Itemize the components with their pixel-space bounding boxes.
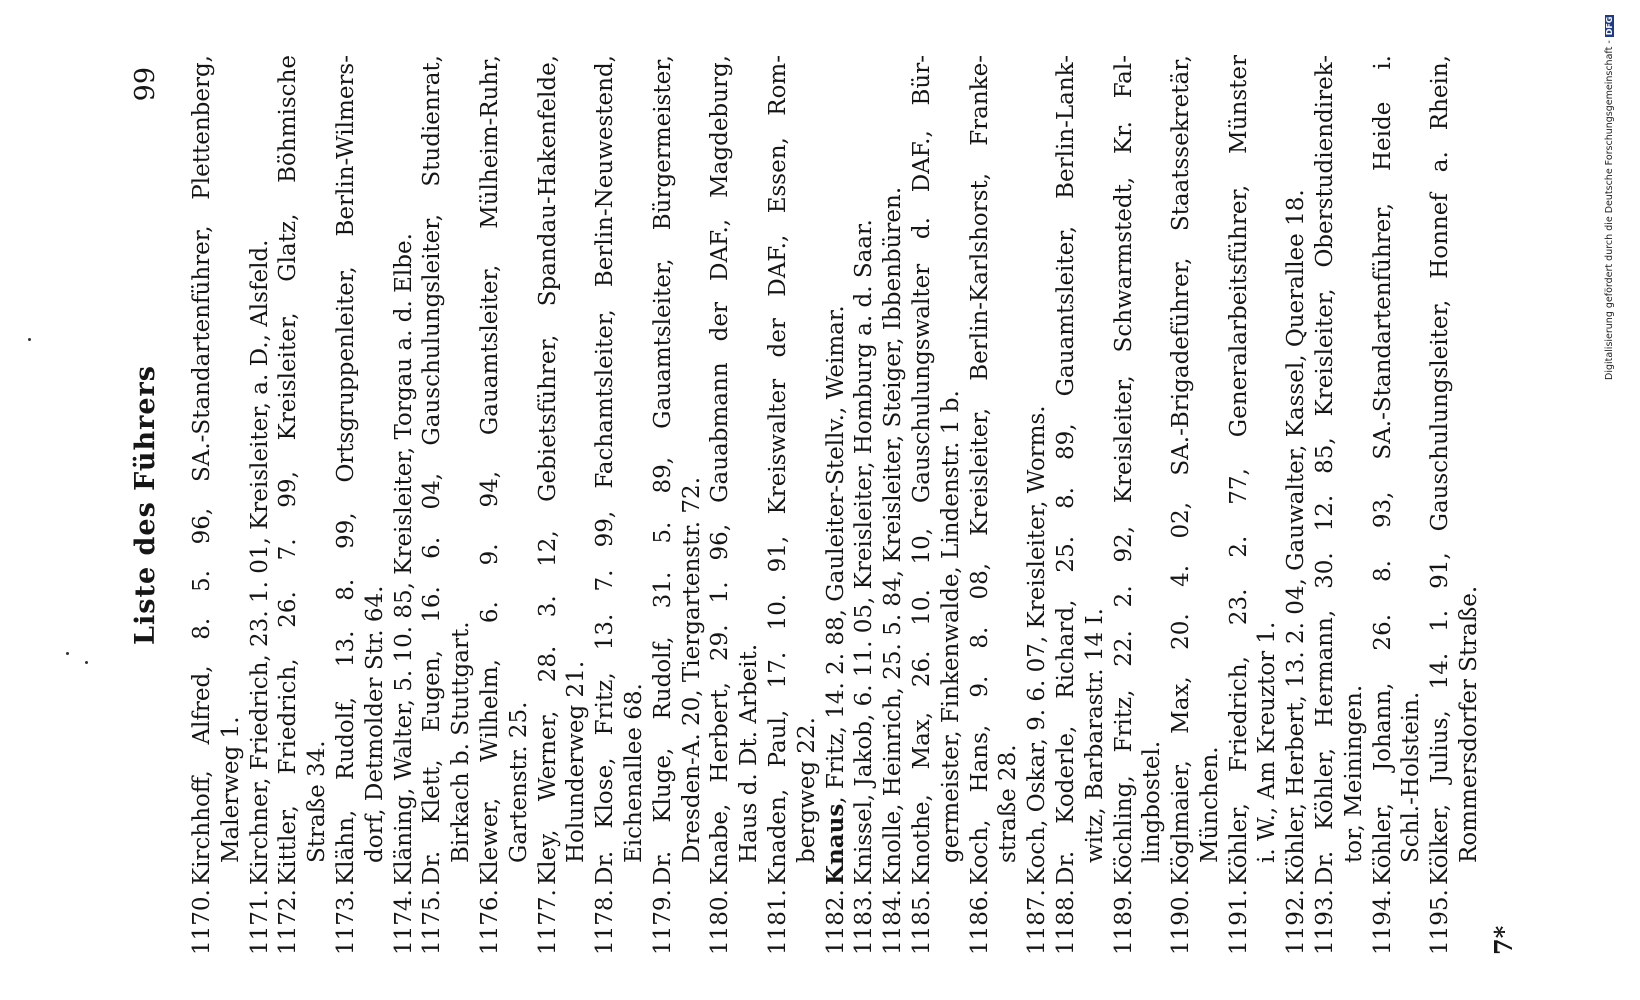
entry-number: 1179. [649, 889, 676, 955]
entry-line: Kley, Werner, 28. 3. 12, Gebietsführer, Spandau-Hakenfelde, [534, 55, 561, 885]
entry-line: München. [1196, 746, 1223, 863]
entry-row [188, 55, 246, 955]
entry-line: Dr. Köhler, Hermann, 30. 12. 85, Kreisleiter, Oberstudiendirek- [1312, 55, 1339, 885]
entry-line: Knissel, Jakob, 6. 11. 05, Kreisleiter, Homburg a. d. Saar. [851, 219, 878, 885]
entry-line: Köhler, Johann, 26. 8. 93, SA.-Standartenführer, Heide i. [1369, 55, 1396, 885]
entry-number: 1171. [246, 889, 273, 955]
digitization-credit [1604, 0, 1626, 1000]
entry-text [1052, 55, 1110, 885]
entry-number: 1176. [476, 889, 503, 955]
entry-row [274, 55, 332, 955]
entry-line: Schl.-Holstein. [1398, 691, 1425, 863]
print-speck [85, 661, 88, 664]
entry-line: Kittler, Friedrich, 26. 7. 99, Kreisleiter, Glatz, Böhmische [275, 55, 302, 885]
entry-text [649, 55, 707, 885]
entry-line: Dr. Klose, Fritz, 13. 7. 99, Fachamtsleiter, Berlin-Neuwestend, [592, 55, 619, 885]
entry-line: germeister, Finkenwalde, Lindenstr. 1 b. [937, 390, 964, 863]
entry-text [1225, 55, 1283, 885]
entry-row [822, 55, 851, 955]
entry-line: Köhler, Herbert, 13. 2. 04, Gauwalter, Kassel, Querallee 18. [1283, 189, 1310, 885]
entry-line: Knothe, Max, 26. 10. 10, Gauschulungswalter d. DAF., Bür- [908, 55, 935, 885]
entry-line: Knabe, Herbert, 29. 1. 96, Gauabmann der DAF., Magdeburg, [707, 55, 734, 885]
entry-text [534, 55, 592, 885]
entry-line: Malerweg 1. [217, 716, 244, 863]
entry-line: tor, Meiningen. [1340, 684, 1367, 863]
entry-line: Kläning, Walter, 5. 10. 85, Kreisleiter, Torgau a. d. Elbe. [390, 233, 417, 885]
page-number: 99 [130, 67, 161, 102]
entry-number: 1187. [1024, 889, 1051, 955]
entry-number: 1175. [419, 889, 446, 955]
entry-row [1311, 55, 1369, 955]
entry-row [850, 55, 879, 955]
entry-row [1369, 55, 1427, 955]
entry-line: Holunderweg 21. [563, 660, 590, 863]
entry-line: Dr. Klett, Eugen, 16. 6. 04, Gauschulungsleiter, Studienrat, [419, 55, 446, 885]
page-header [120, 55, 182, 955]
entry-row [1225, 55, 1283, 955]
entry-line: Haus d. Dt. Arbeit. [736, 643, 763, 863]
entry-number: 1190. [1168, 889, 1195, 955]
entry-row [649, 55, 707, 955]
entry-text [1311, 55, 1369, 885]
signature-mark: 7* [1489, 925, 1518, 955]
entry-row [764, 55, 822, 955]
page-title: Liste des Führers [130, 365, 161, 645]
entry-text [822, 55, 851, 885]
entry-line: Gartenstr. 25. [505, 701, 532, 863]
entry-number: 1170. [189, 889, 215, 955]
entry-line: Klewer, Wilhelm, 6. 9. 94, Gauamtsleiter, Mülheim-Ruhr, [476, 55, 503, 885]
entry-text [274, 55, 332, 885]
entry-text [764, 55, 822, 885]
entry-number: 1183. [851, 889, 878, 955]
entry-line: Kirchner, Friedrich, 23. 1. 01, Kreisleiter, a. D., Alsfeld. [246, 239, 273, 885]
entry-row [1023, 55, 1052, 955]
entry-line: lingbostel. [1139, 740, 1166, 863]
entry-line: Köhler, Friedrich, 23. 2. 77, Generalarbeitsführer, Münster [1225, 55, 1252, 885]
entry-text [1369, 55, 1427, 885]
entry-text [246, 55, 275, 885]
entry-number: 1188. [1052, 889, 1079, 955]
entry-line: Kölker, Julius, 14. 1. 91, Gauschulungsleiter, Honnef a. Rhein, [1427, 55, 1454, 885]
entry-number: 1181. [764, 889, 791, 955]
entry-line: Eichenallee 68. [620, 683, 647, 863]
entry-line: Straße 34. [304, 740, 331, 863]
entry-line: Klähn, Rudolf, 13. 8. 99, Ortsgruppenleiter, Berlin-Wilmers- [332, 55, 359, 885]
entry-number: 1178. [592, 889, 619, 955]
entry-number: 1192. [1283, 889, 1310, 955]
entry-text [1282, 55, 1311, 885]
entry-number: 1193. [1312, 889, 1339, 955]
entry-text [706, 55, 764, 885]
entry-line: Knaus, Fritz, 14. 2. 88, Gauleiter-Stellv., Weimar. [821, 305, 849, 885]
entry-line: Birkach b. Stuttgart. [448, 621, 475, 863]
entry-line: Dr. Kluge, Rudolf, 31. 5. 89, Gauamtsleiter, Bürgermeister, [649, 55, 676, 885]
entry-number: 1195. [1427, 889, 1454, 955]
entry-text [908, 55, 966, 885]
entry-number: 1173. [332, 889, 359, 955]
entry-row [1110, 55, 1168, 955]
print-speck [28, 338, 31, 341]
entry-number: 1174. [390, 889, 417, 955]
entry-number: 1184. [880, 889, 907, 955]
entry-row [1167, 55, 1225, 955]
entry-line: i. W., Am Kreuztor 1. [1254, 621, 1281, 863]
entry-line: Koch, Hans, 9. 8. 08, Kreisleiter, Berlin-Karlshorst, Franke- [966, 55, 993, 885]
entry-row [1052, 55, 1110, 955]
entry-row [706, 55, 764, 955]
entry-row [390, 55, 419, 955]
entry-line: Rommersdorfer Straße. [1456, 585, 1483, 863]
entry-number: 1186. [966, 889, 993, 955]
entry-row [246, 55, 275, 955]
entry-line: Köglmaier, Max, 20. 4. 02, SA.-Brigadeführer, Staatssekretär, [1168, 55, 1195, 885]
entry-row [966, 55, 1024, 955]
entry-text [1167, 55, 1225, 885]
entry-row [591, 55, 649, 955]
entry-row [332, 55, 390, 955]
entry-text [1426, 55, 1484, 885]
entry-line: Koch, Oskar, 9. 6. 07, Kreisleiter, Worms. [1024, 405, 1051, 885]
entry-number: 1189. [1110, 889, 1137, 955]
entry-number: 1191. [1225, 889, 1252, 955]
entry-line: Dresden-A. 20, Tiergartenstr. 72. [678, 476, 705, 863]
entry-number: 1194. [1369, 889, 1396, 955]
entry-number: 1177. [534, 889, 561, 955]
entry-text [966, 55, 1024, 885]
entry-text [390, 55, 419, 885]
entry-text [188, 55, 246, 885]
print-speck [66, 652, 69, 655]
entry-text [879, 55, 908, 885]
bold-name: Knaus [821, 803, 849, 885]
entry-line: dorf, Detmolder Str. 64. [361, 585, 388, 863]
entry-row [1426, 55, 1484, 955]
entry-row [908, 55, 966, 955]
entry-line: Knolle, Heinrich, 25. 5. 84, Kreisleiter, Steiger, Ibbenbüren. [880, 186, 907, 885]
entry-text [332, 55, 390, 885]
entry-line: Knaden, Paul, 17. 10. 91, Kreiswalter der DAF., Essen, Rom- [764, 55, 791, 885]
entry-line: Dr. Koderle, Richard, 25. 8. 89, Gauamtsleiter, Berlin-Lank- [1052, 55, 1079, 885]
entry-text [1023, 55, 1052, 885]
entry-text [476, 55, 534, 885]
entry-row [418, 55, 476, 955]
entry-text [1110, 55, 1168, 885]
entry-line: bergweg 22. [793, 717, 820, 863]
entry-number: 1185. [908, 889, 935, 955]
entry-line: Kirchhoff, Alfred, 8. 5. 96, SA.-Standartenführer, Plettenberg, [189, 55, 215, 885]
entry-number: 1180. [707, 889, 734, 955]
entry-number: 1182. [822, 889, 849, 955]
entry-list [188, 55, 1484, 955]
entry-text [418, 55, 476, 885]
entry-row [476, 55, 534, 955]
dfg-logo: DFG [1605, 16, 1614, 36]
entry-text [850, 55, 879, 885]
entry-line: Köchling, Fritz, 22. 2. 92, Kreisleiter, Schwarmstedt, Kr. Fal- [1110, 55, 1137, 885]
entry-text [591, 55, 649, 885]
entry-line: straße 28. [995, 744, 1022, 863]
rotated-book-page [120, 55, 1520, 955]
entry-line: witz, Barbarastr. 14 I. [1081, 608, 1108, 863]
credit-text: Digitalisierung gefördert durch die Deutsche Forschungsgemeinschaft - [1604, 40, 1615, 380]
entry-row [534, 55, 592, 955]
entry-number: 1172. [275, 889, 302, 955]
entry-row [1282, 55, 1311, 955]
entry-row [879, 55, 908, 955]
